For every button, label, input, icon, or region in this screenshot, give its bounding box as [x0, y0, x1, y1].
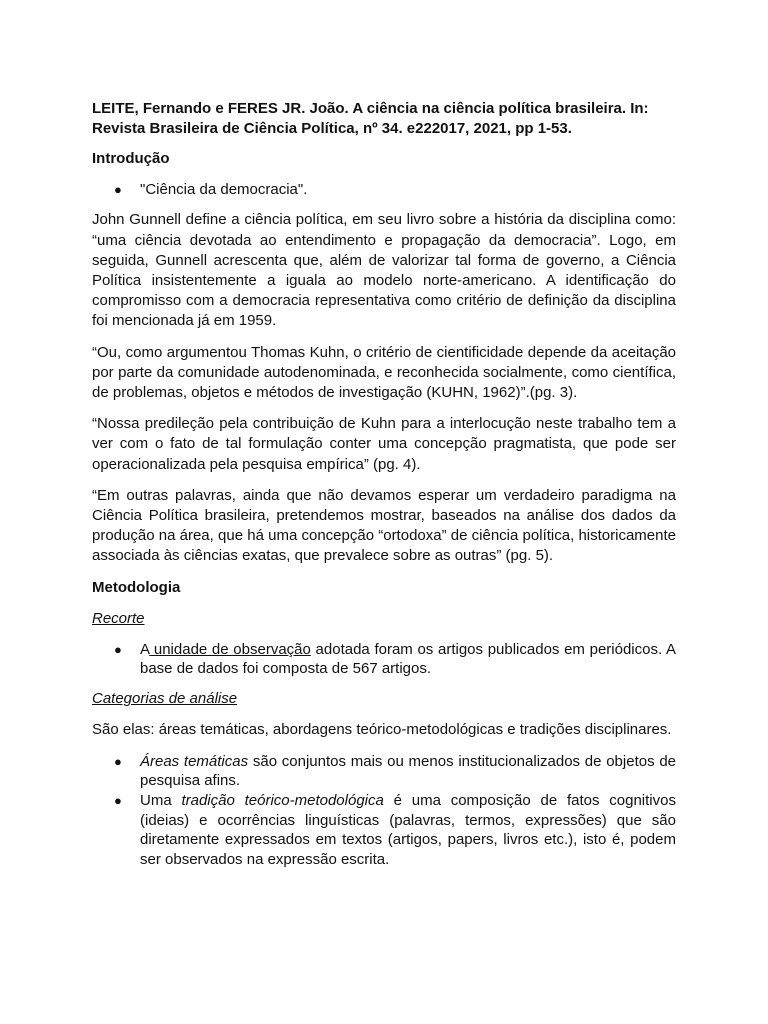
list-item-text-pre: A	[140, 640, 150, 658]
bullet-icon: ●	[114, 753, 122, 769]
list-item-text-post: é uma composição de fatos cognitivos (ideias) e ocorrências linguísticas (palavras, termos, expressões) que são diretamente expressados em textos (artigos, papers, livros etc.), isto é, podem ser observados na expressão escrita.	[140, 792, 676, 868]
subheading-recorte: Recorte	[92, 609, 145, 627]
list-item-text-post: são conjuntos mais ou menos institucionalizados de objetos de pesquisa afins.	[140, 752, 676, 790]
paragraph: “Nossa predileção pela contribuição de Kuhn para a interlocução neste trabalho tem a ver com o fato de tal formulação conter uma concepção pragmatista, que pode ser operacionalizada pela pesquisa empírica” (pg. 4).	[92, 415, 676, 473]
italic-term: Áreas temáticas	[140, 752, 249, 770]
paragraph: “Ou, como argumentou Thomas Kuhn, o critério de cientificidade depende da aceitação por parte da comunidade autodenominada, e reconhecida socialmente, como científica, de problemas, objetos e métodos de investigação (KUHN, 1962)”.(pg. 3).	[92, 343, 676, 402]
list-item	[92, 180, 676, 199]
bullet-icon: ●	[114, 182, 122, 197]
italic-term: tradição teórico-metodológica	[181, 792, 384, 810]
recorte-bullet-list	[92, 640, 676, 679]
citation: LEITE, Fernando e FERES JR. João. A ciência na ciência política brasileira. In: Revista Brasileira de Ciência Política, nº 34. e222017, 2021, pp 1-53.	[92, 100, 649, 137]
intro-bullet-list	[92, 180, 676, 199]
paragraph: São elas: áreas temáticas, abordagens teórico-metodológicas e tradições disciplinares.	[92, 721, 672, 739]
list-item	[92, 640, 676, 679]
subheading-categorias: Categorias de análise	[92, 690, 238, 708]
section-heading-metodologia: Metodologia	[92, 578, 181, 596]
bullet-icon: ●	[114, 641, 122, 657]
list-item	[92, 752, 676, 791]
section-heading-introducao: Introdução	[92, 150, 170, 167]
paragraph: “Em outras palavras, ainda que não devamos esperar um verdadeiro paradigma na Ciência Política brasileira, pretendemos mostrar, baseados na análise dos dados da produção na área, que há uma concepção “ortodoxa” de ciência política, historicamente associada às ciências exatas, que prevalece sobre as outras” (pg. 5).	[92, 486, 676, 565]
list-item-text-pre: Uma	[140, 792, 182, 810]
list-item	[92, 791, 676, 869]
list-item-text-post: adotada foram os artigos publicados em periódicos. A base de dados foi composta de 567 artigos.	[140, 640, 677, 678]
list-item-text: "Ciência da democracia".	[140, 181, 308, 198]
underlined-term: unidade de observação	[149, 640, 311, 658]
categorias-bullet-list	[92, 752, 676, 869]
paragraph: John Gunnell define a ciência política, em seu livro sobre a história da disciplina como: “uma ciência devotada ao entendimento e propagação da democracia”. Logo, em seguida, Gunnell acrescenta que, além de valorizar tal forma de governo, a Ciência Política insistentemente a iguala ao modelo norte-americano. A identificação do compromisso com a democracia representativa como critério de definição da disciplina foi mencionada já em 1959.	[92, 211, 676, 330]
bullet-icon: ●	[114, 793, 122, 809]
